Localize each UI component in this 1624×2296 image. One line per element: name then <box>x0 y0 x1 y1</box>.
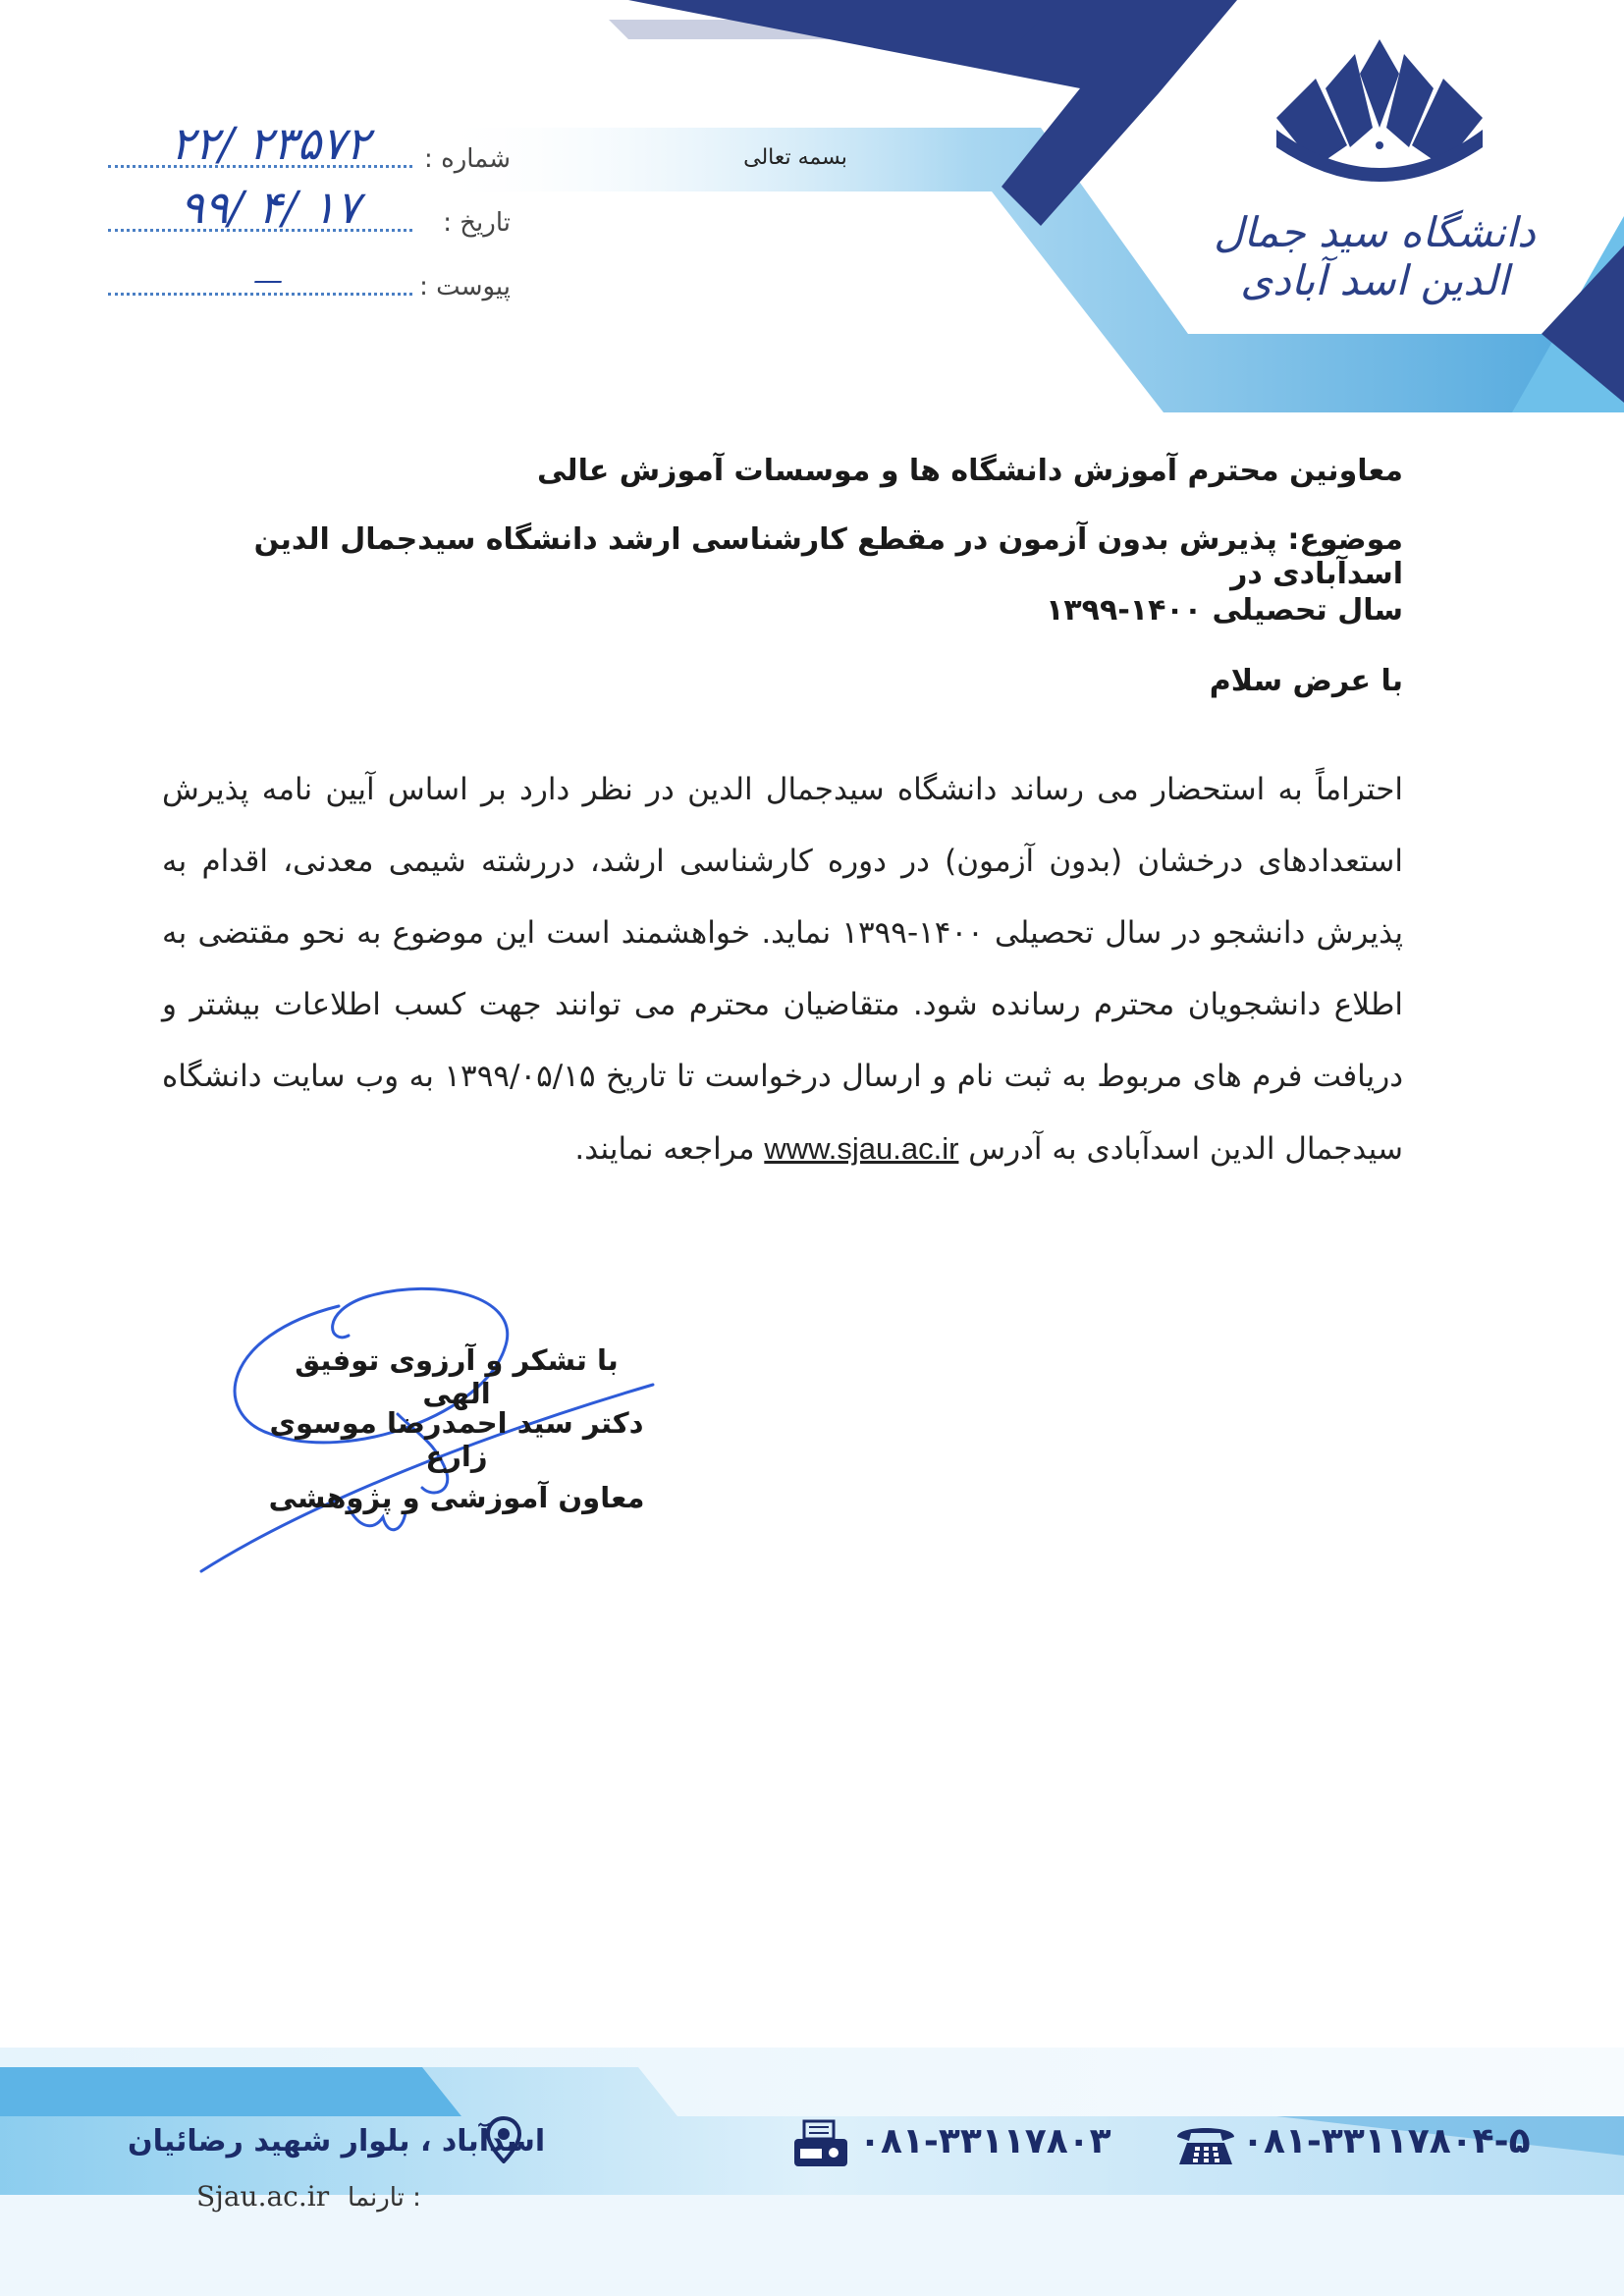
bismillah: بسمه تعالی <box>743 145 847 170</box>
date-value: ۹۹/ ۴/ ۱۷ <box>180 181 360 234</box>
body-text: احتراماً به استحضار می رساند دانشگاه سیدجمال الدین در نظر دارد بر اساس آیین نامه پذیرش استعدادهای درخشان (بدون آزمون) در دوره کارشناسی ارشد، دررشته شیمی معدنی، اقدام به پذیرش دانشجو در سال تحصیلی ۱۴۰۰-۱۳۹۹ نماید. خواهشمند است این موضوع به نحو مقتضی به اطلاع دانشجویان محترم رسانده شود. متقاضیان محترم می توانند جهت کسب اطلاعات بیشتر و دریافت فرم های مربوط به ثبت نام و ارسال درخواست تا تاریخ ۱۳۹۹/۰۵/۱۵ به وب سایت دانشگاه سیدجمال الدین اسدآبادی به آدرس <box>162 772 1404 1167</box>
footer-website-label: تارنما : <box>348 2183 421 2213</box>
footer-website[interactable]: Sjau.ac.ir <box>196 2180 330 2213</box>
footer-decoration <box>0 2048 1624 2296</box>
body-end: مراجعه نمایند. <box>574 1131 755 1167</box>
footer-fax: ۰۸۱-۳۳۱۱۷۸۰۳ <box>859 2121 1111 2161</box>
footer-website-row <box>196 2180 421 2213</box>
fax-icon <box>790 2119 851 2168</box>
greeting: با عرض سلام <box>1209 664 1403 698</box>
subject-line-2: سال تحصیلی ۱۴۰۰-۱۳۹۹ <box>1046 593 1403 628</box>
footer-address: اسدآباد ، بلوار شهید رضائیان <box>128 2124 546 2159</box>
footer-phone: ۰۸۱-۳۳۱۱۷۸۰۴-۵ <box>1242 2121 1531 2161</box>
signatory-title: معاون آموزشی و پژوهشی <box>268 1481 645 1514</box>
closing-greeting: با تشکر و آرزوی توفیق الهی <box>295 1343 619 1410</box>
number-field <box>98 117 511 182</box>
attachment-label: پیوست : <box>419 272 511 301</box>
signatory-name: دکتر سید احمدرضا موسوی زارع <box>269 1406 644 1473</box>
university-logo <box>1257 20 1502 187</box>
letter-body <box>162 754 1403 1185</box>
attachment-value: — <box>253 263 287 298</box>
university-name: دانشگاه سید جمال الدین اسد آبادی <box>1214 208 1536 304</box>
subject-line-1: موضوع: پذیرش بدون آزمون در مقطع کارشناسی ارشد دانشگاه سیدجمال الدین اسدآبادی در <box>253 522 1403 591</box>
website-url[interactable]: www.sjau.ac.ir <box>764 1131 959 1166</box>
date-field <box>98 181 511 246</box>
number-value: ۲۲/ ۲۳۵۷۲ <box>170 117 370 170</box>
recipient-line: معاونین محترم آموزش دانشگاه ها و موسسات آموزش عالی <box>536 454 1403 488</box>
number-label: شماره : <box>424 144 511 174</box>
attachment-field <box>98 250 511 309</box>
telephone-icon <box>1173 2121 1238 2166</box>
date-label: تاریخ : <box>443 208 511 238</box>
